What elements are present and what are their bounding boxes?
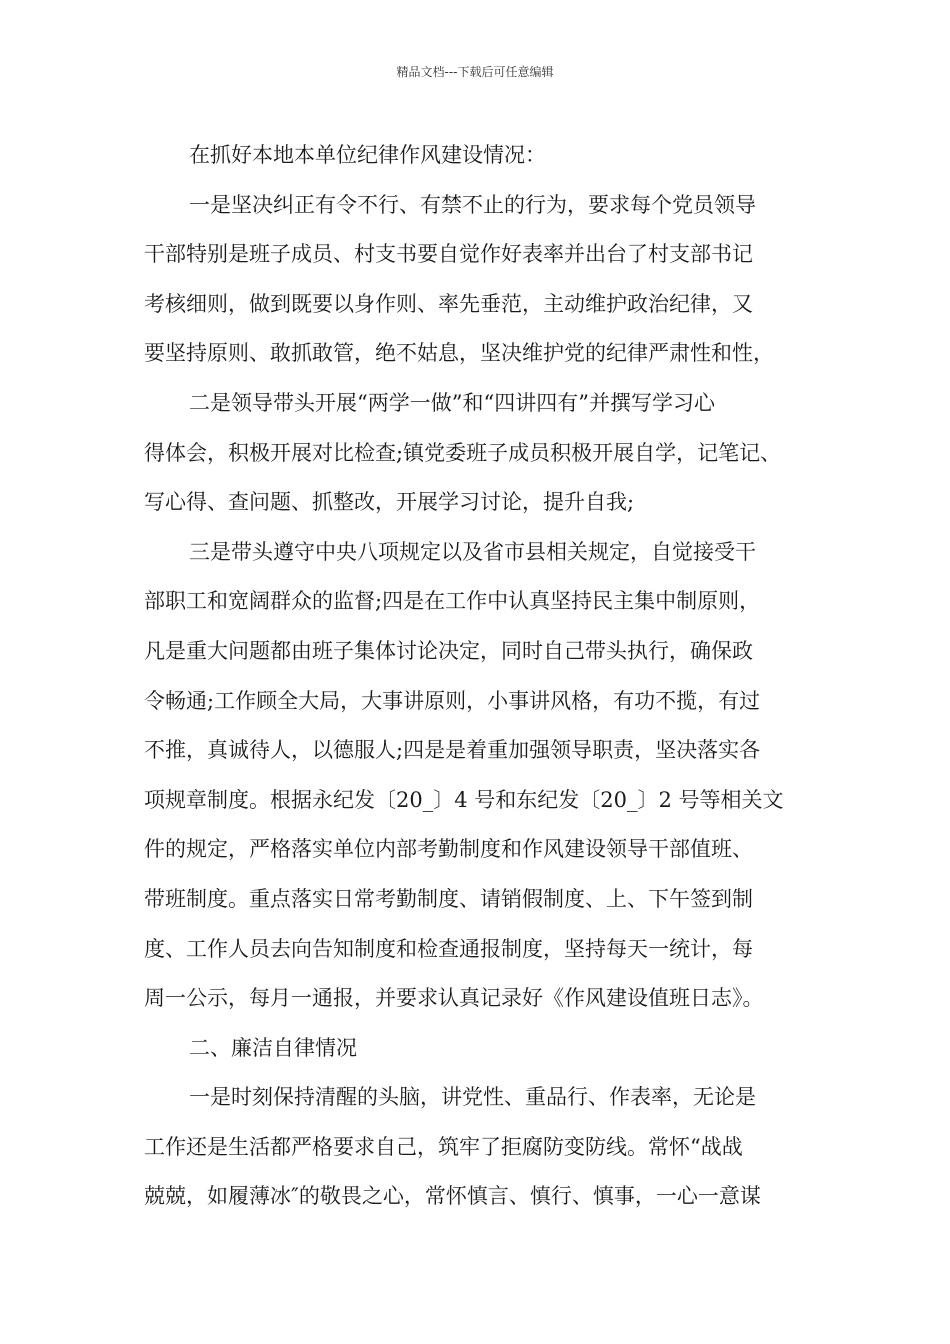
text-line: 带班制度。重点落实日常考勤制度、请销假制度、上、下午签到制 [144, 886, 753, 911]
text-line: 凡是重大问题都由班子集体讨论决定，同时自己带头执行，确保政 [144, 638, 753, 663]
text-line: 令畅通;工作顾全大局，大事讲原则，小事讲风格，有功不揽，有过 [144, 688, 761, 713]
text-line: 不推，真诚待人，以德服人;四是是着重加强领导职责，坚决落实各 [144, 738, 761, 763]
text-line: 部职工和宽阔群众的监督;四是在工作中认真坚持民主集中制原则， [144, 589, 761, 614]
document-body [144, 131, 814, 1222]
text-line: 工作还是生活都严格要求自己，筑牢了拒腐防变防线。常怀“战战 [144, 1134, 743, 1159]
text-line: 度、工作人员去向告知制度和检查通报制度，坚持每天一统计，每 [144, 936, 753, 961]
text-line: 件的规定，严格落实单位内部考勤制度和作风建设领导干部值班、 [144, 837, 753, 862]
text-line: 二、廉洁自律情况 [189, 1035, 357, 1060]
text-line: 三是带头遵守中央八项规定以及省市县相关规定，自觉接受干 [189, 539, 756, 564]
text-line: 得体会，积极开展对比检查;镇党委班子成员积极开展自学，记笔记、 [144, 440, 782, 465]
text-line: 兢兢，如履薄冰″的敬畏之心，常怀慎言、慎行、慎事，一心一意谋 [144, 1184, 761, 1209]
text-line: 一是坚决纠正有令不行、有禁不止的行为，要求每个党员领导 [189, 192, 756, 217]
text-line: 在抓好本地本单位纪律作风建设情况： [189, 143, 546, 167]
text-line: 要坚持原则、敢抓敢管，绝不姑息，坚决维护党的纪律严肃性和性， [144, 341, 774, 366]
text-line: 考核细则，做到既要以身作则、率先垂范，主动维护政治纪律，又 [144, 291, 753, 316]
text-line: 写心得、查问题、抓整改，开展学习讨论，提升自我; [144, 490, 635, 515]
text-line: 项规章制度。根据永纪发〔20_〕4 号和东纪发〔20_〕2 号等相关文 [144, 787, 784, 812]
text-line: 二是领导带头开展“两学一做”和“四讲四有”并撰写学习心 [189, 390, 715, 415]
text-line: 周一公示，每月一通报，并要求认真记录好《作风建设值班日志》。 [144, 986, 764, 1011]
text-line: 干部特别是班子成员、村支书要自觉作好表率并出台了村支部书记 [144, 242, 753, 267]
page-header: 精品文档---下载后可任意编辑 [396, 65, 554, 79]
text-line: 一是时刻保持清醒的头脑，讲党性、重品行、作表率，无论是 [189, 1085, 756, 1110]
